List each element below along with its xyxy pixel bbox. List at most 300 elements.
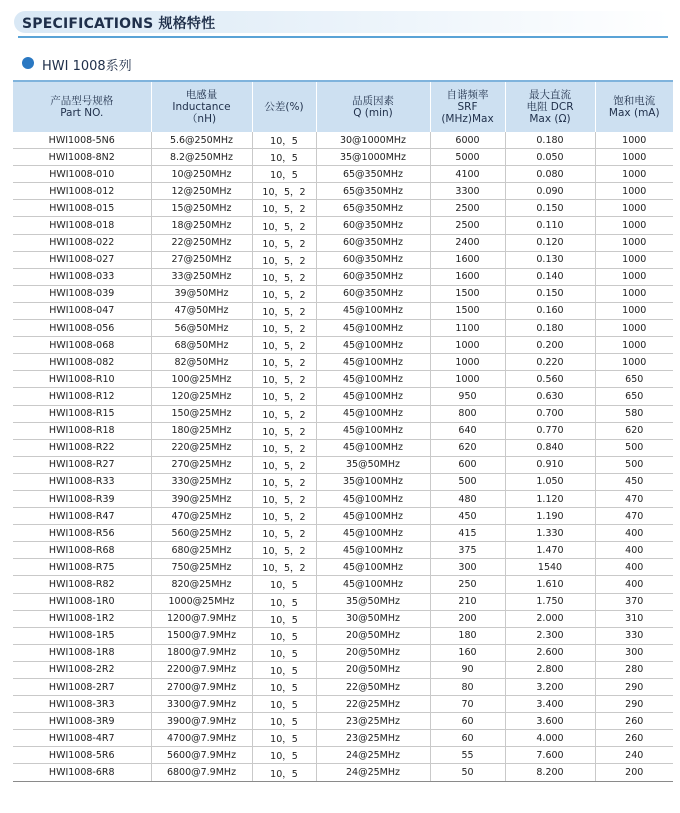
cell-saturation-current: 1000 (595, 132, 673, 149)
cell-dcr: 8.200 (505, 764, 595, 781)
cell-saturation-current: 1000 (595, 234, 673, 251)
table-row (13, 559, 673, 576)
cell-tolerance: 10，5，2 (252, 456, 316, 473)
cell-saturation-current: 1000 (595, 251, 673, 268)
cell-srf: 6000 (430, 132, 505, 149)
cell-q-min: 24@25MHz (316, 747, 430, 764)
cell-part-no: HWI1008-R22 (13, 439, 151, 456)
cell-saturation-current: 650 (595, 388, 673, 405)
cell-q-min: 45@100MHz (316, 320, 430, 337)
cell-saturation-current: 1000 (595, 200, 673, 217)
cell-dcr: 0.050 (505, 149, 595, 166)
table-row (13, 627, 673, 644)
cell-part-no: HWI1008-2R7 (13, 679, 151, 696)
cell-part-no: HWI1008-R10 (13, 371, 151, 388)
cell-q-min: 20@50MHz (316, 627, 430, 644)
cell-dcr: 0.910 (505, 456, 595, 473)
cell-srf: 1500 (430, 285, 505, 302)
cell-dcr: 0.140 (505, 268, 595, 285)
cell-q-min: 45@100MHz (316, 354, 430, 371)
column-header-saturation-current (595, 81, 673, 132)
cell-dcr: 2.000 (505, 610, 595, 627)
cell-inductance: 15@250MHz (151, 200, 252, 217)
table-row (13, 525, 673, 542)
cell-q-min: 45@100MHz (316, 337, 430, 354)
table-row (13, 473, 673, 490)
table-row (13, 456, 673, 473)
cell-dcr: 0.200 (505, 337, 595, 354)
table-row (13, 285, 673, 302)
series-label: HWI 1008系列 (42, 59, 132, 74)
table-row (13, 217, 673, 234)
column-header-line: 饱和电流 (613, 95, 656, 107)
cell-part-no: HWI1008-015 (13, 200, 151, 217)
cell-inductance: 1800@7.9MHz (151, 644, 252, 661)
column-header-line: 电阻 DCR (526, 101, 574, 113)
cell-dcr: 0.150 (505, 200, 595, 217)
cell-saturation-current: 500 (595, 456, 673, 473)
cell-part-no: HWI1008-R18 (13, 422, 151, 439)
cell-inductance: 3300@7.9MHz (151, 696, 252, 713)
table-header-row (13, 81, 673, 132)
cell-dcr: 4.000 (505, 730, 595, 747)
column-header-line: （nH) (186, 113, 217, 125)
cell-inductance: 10@250MHz (151, 166, 252, 183)
cell-part-no: HWI1008-8N2 (13, 149, 151, 166)
cell-part-no: HWI1008-068 (13, 337, 151, 354)
cell-inductance: 120@25MHz (151, 388, 252, 405)
cell-q-min: 35@1000MHz (316, 149, 430, 166)
cell-dcr: 1.120 (505, 490, 595, 507)
cell-tolerance: 10，5，2 (252, 439, 316, 456)
cell-inductance: 2200@7.9MHz (151, 661, 252, 678)
column-header-line: Inductance (172, 101, 231, 113)
cell-srf: 200 (430, 610, 505, 627)
column-header-q-min (316, 81, 430, 132)
cell-saturation-current: 400 (595, 542, 673, 559)
cell-saturation-current: 400 (595, 576, 673, 593)
cell-srf: 80 (430, 679, 505, 696)
cell-tolerance: 10，5 (252, 661, 316, 678)
cell-q-min: 45@100MHz (316, 302, 430, 319)
cell-tolerance: 10，5 (252, 696, 316, 713)
cell-inductance: 27@250MHz (151, 251, 252, 268)
cell-srf: 500 (430, 473, 505, 490)
cell-inductance: 18@250MHz (151, 217, 252, 234)
cell-dcr: 0.110 (505, 217, 595, 234)
cell-dcr: 1.750 (505, 593, 595, 610)
cell-inductance: 820@25MHz (151, 576, 252, 593)
column-header-line: 公差(%) (264, 101, 304, 113)
cell-inductance: 5600@7.9MHz (151, 747, 252, 764)
cell-part-no: HWI1008-082 (13, 354, 151, 371)
cell-dcr: 0.120 (505, 234, 595, 251)
column-header-line: Q (min) (353, 107, 393, 119)
cell-inductance: 750@25MHz (151, 559, 252, 576)
cell-inductance: 33@250MHz (151, 268, 252, 285)
cell-inductance: 3900@7.9MHz (151, 713, 252, 730)
cell-dcr: 7.600 (505, 747, 595, 764)
cell-srf: 180 (430, 627, 505, 644)
cell-tolerance: 10，5，2 (252, 490, 316, 507)
cell-q-min: 65@350MHz (316, 183, 430, 200)
cell-part-no: HWI1008-R33 (13, 473, 151, 490)
cell-inductance: 6800@7.9MHz (151, 764, 252, 781)
cell-dcr: 1.470 (505, 542, 595, 559)
cell-srf: 2400 (430, 234, 505, 251)
cell-dcr: 0.130 (505, 251, 595, 268)
cell-part-no: HWI1008-2R2 (13, 661, 151, 678)
cell-inductance: 4700@7.9MHz (151, 730, 252, 747)
cell-dcr: 1540 (505, 559, 595, 576)
cell-tolerance: 10，5，2 (252, 183, 316, 200)
cell-q-min: 30@1000MHz (316, 132, 430, 149)
table-row (13, 149, 673, 166)
cell-dcr: 0.160 (505, 302, 595, 319)
cell-part-no: HWI1008-R15 (13, 405, 151, 422)
cell-dcr: 0.770 (505, 422, 595, 439)
column-header-line: Part NO. (60, 107, 104, 119)
cell-tolerance: 10，5 (252, 576, 316, 593)
column-header-line: 最大直流 (529, 89, 571, 101)
cell-inductance: 5.6@250MHz (151, 132, 252, 149)
cell-part-no: HWI1008-5R6 (13, 747, 151, 764)
column-header-line: 品质因素 (352, 95, 394, 107)
cell-q-min: 45@100MHz (316, 542, 430, 559)
cell-part-no: HWI1008-R82 (13, 576, 151, 593)
cell-inductance: 22@250MHz (151, 234, 252, 251)
table-row (13, 354, 673, 371)
cell-q-min: 65@350MHz (316, 166, 430, 183)
cell-inductance: 330@25MHz (151, 473, 252, 490)
cell-dcr: 2.600 (505, 644, 595, 661)
cell-saturation-current: 1000 (595, 337, 673, 354)
cell-tolerance: 10，5 (252, 610, 316, 627)
column-header-line: 自谐频率 (446, 89, 489, 101)
cell-dcr: 1.050 (505, 473, 595, 490)
cell-tolerance: 10，5，2 (252, 337, 316, 354)
column-header-tolerance (252, 81, 316, 132)
cell-srf: 250 (430, 576, 505, 593)
cell-srf: 450 (430, 508, 505, 525)
cell-tolerance: 10，5 (252, 747, 316, 764)
table-row (13, 405, 673, 422)
cell-saturation-current: 620 (595, 422, 673, 439)
cell-part-no: HWI1008-R27 (13, 456, 151, 473)
cell-srf: 2500 (430, 217, 505, 234)
cell-inductance: 100@25MHz (151, 371, 252, 388)
page-title: SPECIFICATIONS 规格特性 (22, 16, 216, 32)
cell-part-no: HWI1008-4R7 (13, 730, 151, 747)
cell-saturation-current: 450 (595, 473, 673, 490)
cell-q-min: 45@100MHz (316, 422, 430, 439)
cell-tolerance: 10，5，2 (252, 542, 316, 559)
cell-inductance: 39@50MHz (151, 285, 252, 302)
cell-tolerance: 10，5，2 (252, 320, 316, 337)
cell-srf: 70 (430, 696, 505, 713)
column-header-line: 产品型号规格 (50, 95, 114, 107)
cell-saturation-current: 500 (595, 439, 673, 456)
cell-inductance: 56@50MHz (151, 320, 252, 337)
cell-inductance: 270@25MHz (151, 456, 252, 473)
cell-saturation-current: 310 (595, 610, 673, 627)
cell-part-no: HWI1008-056 (13, 320, 151, 337)
cell-srf: 620 (430, 439, 505, 456)
cell-srf: 60 (430, 730, 505, 747)
cell-srf: 1100 (430, 320, 505, 337)
cell-tolerance: 10，5 (252, 713, 316, 730)
cell-saturation-current: 1000 (595, 320, 673, 337)
cell-saturation-current: 300 (595, 644, 673, 661)
cell-dcr: 0.700 (505, 405, 595, 422)
cell-tolerance: 10，5，2 (252, 285, 316, 302)
cell-saturation-current: 1000 (595, 149, 673, 166)
cell-srf: 2500 (430, 200, 505, 217)
cell-inductance: 1000@25MHz (151, 593, 252, 610)
cell-tolerance: 10，5，2 (252, 559, 316, 576)
cell-tolerance: 10，5，2 (252, 200, 316, 217)
cell-dcr: 3.600 (505, 713, 595, 730)
cell-inductance: 1500@7.9MHz (151, 627, 252, 644)
cell-saturation-current: 470 (595, 490, 673, 507)
cell-saturation-current: 1000 (595, 217, 673, 234)
cell-q-min: 45@100MHz (316, 439, 430, 456)
cell-srf: 600 (430, 456, 505, 473)
column-header-dcr (505, 81, 595, 132)
cell-q-min: 22@50MHz (316, 679, 430, 696)
table-row (13, 234, 673, 251)
cell-srf: 160 (430, 644, 505, 661)
table-row (13, 251, 673, 268)
cell-srf: 1600 (430, 268, 505, 285)
cell-inductance: 68@50MHz (151, 337, 252, 354)
cell-srf: 950 (430, 388, 505, 405)
cell-part-no: HWI1008-3R3 (13, 696, 151, 713)
cell-q-min: 45@100MHz (316, 559, 430, 576)
cell-srf: 1600 (430, 251, 505, 268)
column-header-line: Max (mA) (608, 107, 660, 119)
cell-saturation-current: 650 (595, 371, 673, 388)
table-row (13, 661, 673, 678)
table-row (13, 422, 673, 439)
cell-q-min: 22@25MHz (316, 696, 430, 713)
table-row (13, 166, 673, 183)
table-row (13, 730, 673, 747)
table-row (13, 183, 673, 200)
cell-saturation-current: 1000 (595, 302, 673, 319)
cell-srf: 50 (430, 764, 505, 781)
cell-part-no: HWI1008-5N6 (13, 132, 151, 149)
cell-tolerance: 10，5，2 (252, 354, 316, 371)
cell-dcr: 0.180 (505, 132, 595, 149)
cell-tolerance: 10，5，2 (252, 422, 316, 439)
cell-dcr: 1.190 (505, 508, 595, 525)
cell-srf: 1000 (430, 371, 505, 388)
cell-srf: 5000 (430, 149, 505, 166)
table-row (13, 610, 673, 627)
cell-part-no: HWI1008-6R8 (13, 764, 151, 781)
cell-q-min: 45@100MHz (316, 576, 430, 593)
table-row (13, 337, 673, 354)
cell-q-min: 35@50MHz (316, 593, 430, 610)
cell-inductance: 390@25MHz (151, 490, 252, 507)
cell-tolerance: 10，5，2 (252, 388, 316, 405)
cell-saturation-current: 1000 (595, 183, 673, 200)
cell-dcr: 0.560 (505, 371, 595, 388)
table-row (13, 679, 673, 696)
cell-srf: 415 (430, 525, 505, 542)
cell-part-no: HWI1008-1R8 (13, 644, 151, 661)
cell-q-min: 60@350MHz (316, 217, 430, 234)
table-row (13, 132, 673, 149)
cell-srf: 300 (430, 559, 505, 576)
cell-dcr: 0.220 (505, 354, 595, 371)
header-underline (18, 36, 668, 38)
cell-q-min: 35@50MHz (316, 456, 430, 473)
cell-saturation-current: 290 (595, 679, 673, 696)
cell-tolerance: 10，5，2 (252, 473, 316, 490)
cell-saturation-current: 1000 (595, 354, 673, 371)
table-row (13, 268, 673, 285)
cell-tolerance: 10，5，2 (252, 234, 316, 251)
table-row (13, 320, 673, 337)
cell-tolerance: 10，5，2 (252, 217, 316, 234)
cell-tolerance: 10，5，2 (252, 302, 316, 319)
cell-tolerance: 10，5，2 (252, 508, 316, 525)
cell-inductance: 82@50MHz (151, 354, 252, 371)
column-header-part-no (13, 81, 151, 132)
cell-srf: 375 (430, 542, 505, 559)
cell-tolerance: 10，5 (252, 730, 316, 747)
cell-q-min: 20@50MHz (316, 644, 430, 661)
cell-part-no: HWI1008-R75 (13, 559, 151, 576)
bullet-icon (22, 57, 34, 69)
table-row (13, 439, 673, 456)
table-row (13, 200, 673, 217)
cell-q-min: 30@50MHz (316, 610, 430, 627)
table-row (13, 747, 673, 764)
cell-dcr: 2.800 (505, 661, 595, 678)
cell-dcr: 0.840 (505, 439, 595, 456)
cell-part-no: HWI1008-047 (13, 302, 151, 319)
cell-saturation-current: 1000 (595, 285, 673, 302)
cell-part-no: HWI1008-1R2 (13, 610, 151, 627)
cell-q-min: 45@100MHz (316, 525, 430, 542)
column-header-line: SRF (457, 101, 478, 113)
cell-srf: 55 (430, 747, 505, 764)
cell-part-no: HWI1008-039 (13, 285, 151, 302)
cell-inductance: 1200@7.9MHz (151, 610, 252, 627)
cell-dcr: 1.330 (505, 525, 595, 542)
cell-tolerance: 10，5，2 (252, 371, 316, 388)
cell-q-min: 45@100MHz (316, 388, 430, 405)
cell-saturation-current: 330 (595, 627, 673, 644)
table-row (13, 764, 673, 781)
cell-dcr: 0.180 (505, 320, 595, 337)
cell-srf: 1000 (430, 354, 505, 371)
cell-tolerance: 10，5，2 (252, 525, 316, 542)
table-row (13, 644, 673, 661)
cell-dcr: 3.400 (505, 696, 595, 713)
table-row (13, 696, 673, 713)
cell-tolerance: 10，5，2 (252, 251, 316, 268)
specifications-header (0, 0, 680, 46)
cell-part-no: HWI1008-3R9 (13, 713, 151, 730)
cell-part-no: HWI1008-R56 (13, 525, 151, 542)
cell-dcr: 0.090 (505, 183, 595, 200)
cell-q-min: 60@350MHz (316, 251, 430, 268)
cell-srf: 3300 (430, 183, 505, 200)
cell-inductance: 8.2@250MHz (151, 149, 252, 166)
cell-saturation-current: 280 (595, 661, 673, 678)
cell-saturation-current: 260 (595, 730, 673, 747)
cell-tolerance: 10，5 (252, 627, 316, 644)
cell-q-min: 45@100MHz (316, 405, 430, 422)
cell-tolerance: 10，5 (252, 132, 316, 149)
cell-part-no: HWI1008-027 (13, 251, 151, 268)
cell-tolerance: 10，5 (252, 644, 316, 661)
cell-tolerance: 10，5 (252, 149, 316, 166)
cell-q-min: 24@25MHz (316, 764, 430, 781)
cell-q-min: 45@100MHz (316, 490, 430, 507)
table-row (13, 593, 673, 610)
cell-saturation-current: 400 (595, 525, 673, 542)
cell-part-no: HWI1008-022 (13, 234, 151, 251)
column-header-line: 电感量 (185, 89, 218, 101)
table-body (13, 132, 673, 781)
cell-tolerance: 10，5 (252, 166, 316, 183)
cell-tolerance: 10，5，2 (252, 405, 316, 422)
column-header-srf (430, 81, 505, 132)
column-header-inductance (151, 81, 252, 132)
cell-tolerance: 10，5 (252, 593, 316, 610)
table-row (13, 508, 673, 525)
table-row (13, 576, 673, 593)
table-row (13, 713, 673, 730)
cell-q-min: 23@25MHz (316, 730, 430, 747)
cell-q-min: 60@350MHz (316, 285, 430, 302)
cell-srf: 90 (430, 661, 505, 678)
cell-saturation-current: 580 (595, 405, 673, 422)
column-header-line: (MHz)Max (441, 113, 494, 125)
cell-srf: 60 (430, 713, 505, 730)
cell-dcr: 0.080 (505, 166, 595, 183)
cell-saturation-current: 200 (595, 764, 673, 781)
cell-q-min: 60@350MHz (316, 268, 430, 285)
cell-inductance: 12@250MHz (151, 183, 252, 200)
cell-inductance: 220@25MHz (151, 439, 252, 456)
cell-saturation-current: 1000 (595, 166, 673, 183)
cell-srf: 210 (430, 593, 505, 610)
cell-part-no: HWI1008-1R0 (13, 593, 151, 610)
table-row (13, 388, 673, 405)
cell-saturation-current: 400 (595, 559, 673, 576)
cell-srf: 480 (430, 490, 505, 507)
cell-inductance: 150@25MHz (151, 405, 252, 422)
cell-part-no: HWI1008-R39 (13, 490, 151, 507)
cell-inductance: 2700@7.9MHz (151, 679, 252, 696)
table-row (13, 542, 673, 559)
column-header-line: Max (Ω) (529, 113, 571, 125)
cell-dcr: 3.200 (505, 679, 595, 696)
cell-tolerance: 10，5 (252, 764, 316, 781)
cell-srf: 800 (430, 405, 505, 422)
cell-saturation-current: 290 (595, 696, 673, 713)
cell-inductance: 47@50MHz (151, 302, 252, 319)
cell-srf: 1500 (430, 302, 505, 319)
cell-q-min: 23@25MHz (316, 713, 430, 730)
cell-q-min: 45@100MHz (316, 371, 430, 388)
